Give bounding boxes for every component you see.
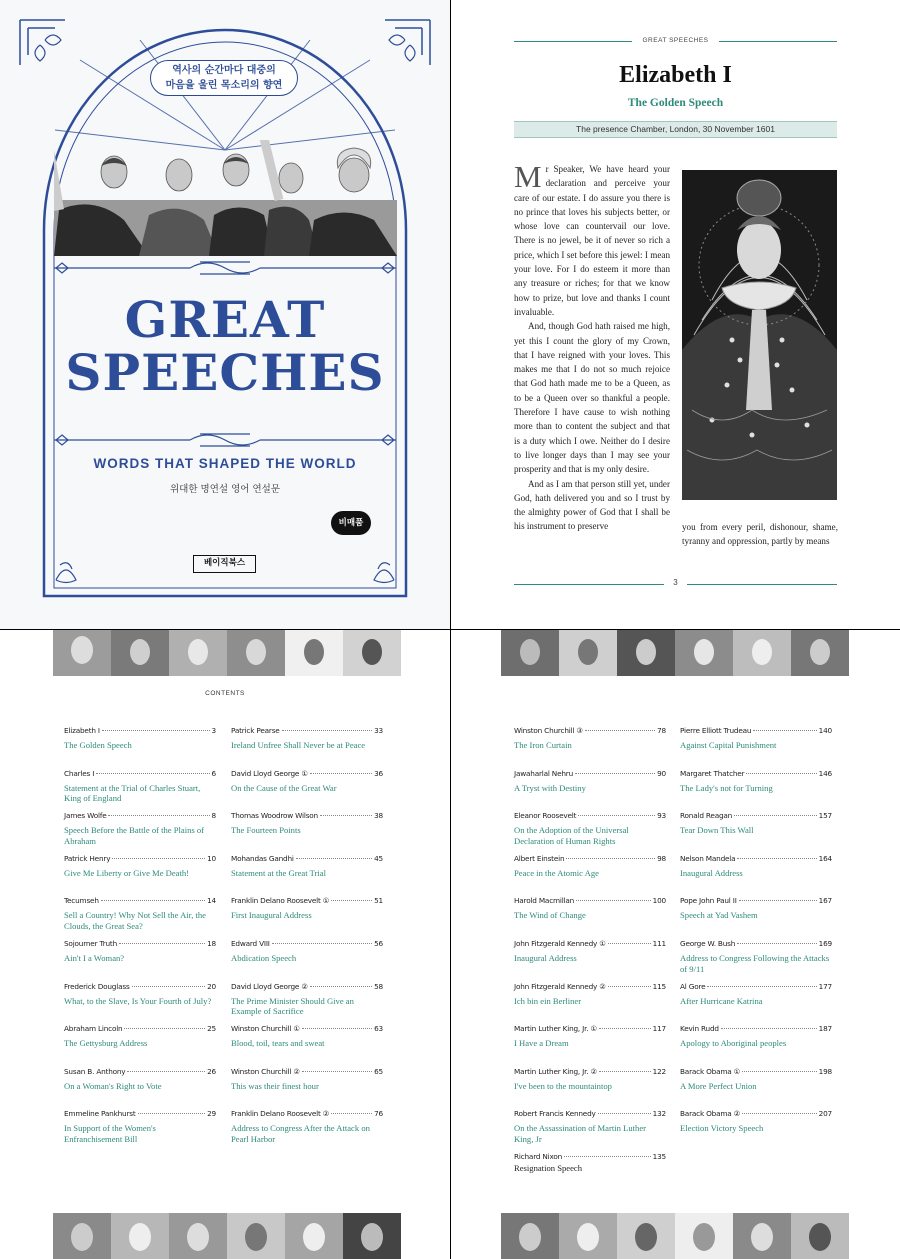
speech-page xyxy=(451,0,900,629)
toc-speech-title: A Tryst with Destiny xyxy=(514,782,586,793)
running-head-text: GREAT SPEECHES xyxy=(642,37,709,44)
toc-page-number: 167 xyxy=(818,896,832,906)
toc-speaker-name: Tecumseh xyxy=(64,896,99,906)
toc-entry[interactable] xyxy=(514,769,666,794)
toc-leader-dots xyxy=(608,943,651,944)
toc-entry[interactable] xyxy=(231,811,383,836)
toc-page-number: 8 xyxy=(211,811,216,821)
toc-speaker-name: Frederick Douglass xyxy=(64,981,130,991)
toc-entry-line xyxy=(64,811,216,820)
toc-entry-line xyxy=(64,982,216,991)
toc-page-number: 135 xyxy=(652,1152,666,1161)
toc-entry[interactable] xyxy=(231,854,383,879)
foot-rule-right xyxy=(687,584,837,585)
toc-speaker-name: Edward VIII xyxy=(231,939,270,948)
toc-entry[interactable] xyxy=(64,1067,216,1092)
toc-leader-dots xyxy=(707,986,816,987)
toc-leader-dots xyxy=(734,815,817,816)
contents-heading: CONTENTS xyxy=(205,690,245,697)
toc-entry[interactable] xyxy=(514,939,666,964)
toc-entry-line xyxy=(680,769,832,778)
toc-page-number: 14 xyxy=(207,896,216,906)
elizabeth-portrait-image xyxy=(682,170,837,500)
toc-leader-dots xyxy=(742,1071,817,1072)
toc-entry-line xyxy=(680,939,832,948)
toc-speech-title: Inaugural Address xyxy=(514,953,577,963)
toc-speaker-name: George W. Bush xyxy=(680,939,736,948)
toc-page-number: 38 xyxy=(374,811,383,821)
toc-leader-dots xyxy=(608,986,651,987)
toc-speech-title: The Iron Curtain xyxy=(514,740,572,750)
toc-speaker-name: John Fitzgerald Kennedy ② xyxy=(514,981,606,991)
toc-entry[interactable] xyxy=(64,1109,216,1144)
toc-speaker-name: Pope John Paul II xyxy=(680,896,737,906)
toc-page-number: 198 xyxy=(818,1066,832,1076)
toc-entry-line xyxy=(231,726,383,735)
toc-speech-title: First Inaugural Address xyxy=(231,910,312,921)
toc-entry[interactable] xyxy=(514,1024,666,1049)
toc-leader-dots xyxy=(721,1028,817,1029)
toc-speaker-name: Richard Nixon xyxy=(514,1152,563,1161)
portrait-strip-top-2 xyxy=(501,630,849,676)
toc-speech-title: Election Victory Speech xyxy=(680,1123,764,1134)
book-cover xyxy=(0,0,450,629)
badge-line-2: 마음을 울린 목소리의 향연 xyxy=(165,80,283,91)
toc-entry-line xyxy=(231,982,383,991)
toc-entry[interactable] xyxy=(680,811,832,836)
speech-paragraph-2: And, though God hath raised me high, yet this I count the glory of my Crown, that I have reigned with your loves. This makes me that I do not so much rejoice that God hath made me to be a Queen, as to be a Queen over so thankful a people. Therefore I have cause to wish nothing more than to content the subject and that is a duty which I owe. Neither do I desire to live longer days than I may see your prosperity and that is my only desire. xyxy=(514,321,670,475)
toc-leader-dots xyxy=(746,773,816,774)
publisher-logo: 베이직북스 xyxy=(193,555,256,573)
toc-leader-dots xyxy=(576,900,651,901)
toc-page-number: 140 xyxy=(818,726,832,735)
cover-title-line-2: SPEECHES xyxy=(65,343,385,402)
toc-speech-title: Apology to Aboriginal peoples xyxy=(680,1038,787,1049)
toc-leader-dots xyxy=(112,858,205,859)
toc-entry-line xyxy=(514,1067,666,1076)
toc-leader-dots xyxy=(737,858,816,859)
toc-speaker-name: Elizabeth I xyxy=(64,726,100,735)
toc-leader-dots xyxy=(302,1028,372,1029)
toc-speech-title: I've been to the mountaintop xyxy=(514,1080,612,1091)
toc-leader-dots xyxy=(108,815,209,816)
toc-leader-dots xyxy=(599,1028,651,1029)
toc-speech-title: Blood, toil, tears and sweat xyxy=(231,1038,325,1049)
toc-entry-line xyxy=(680,1024,832,1033)
toc-speech-title: The Prime Minister Should Give an Example of Sacrifice xyxy=(231,995,354,1017)
toc-page-number: 117 xyxy=(652,1024,666,1034)
toc-speech-title: On the Adoption of the Universal Declaration of Human Rights xyxy=(514,825,629,846)
toc-speaker-name: Winston Churchill ③ xyxy=(514,726,583,735)
toc-page-number: 98 xyxy=(657,853,666,863)
toc-page-number: 78 xyxy=(657,726,666,735)
toc-entry[interactable] xyxy=(514,1067,666,1092)
toc-entry-line xyxy=(231,1109,383,1118)
toc-entry[interactable] xyxy=(680,1109,832,1134)
toc-page-number: 169 xyxy=(818,939,832,948)
toc-entry[interactable] xyxy=(64,1024,216,1049)
toc-speech-title: On the Cause of the Great War xyxy=(231,782,337,793)
toc-speech-title: Address to Congress Following the Attacks of 9/11 xyxy=(680,953,830,974)
speech-body-column-2: you from every peril, dishonour, shame, tyranny and oppression, partly by means xyxy=(682,522,838,547)
toc-leader-dots xyxy=(742,1113,817,1114)
toc-page-number: 187 xyxy=(818,1024,832,1034)
speech-speaker-title: Elizabeth I xyxy=(619,62,732,88)
speech-paragraph-1: r Speaker, We have heard your declaration and perceive your care of our estate. I do assure you there is no prince that loves his subjects better, or whose love can countervail our love. There is no jewel, be it of never so rich a price, which I set before this jewel: I mean your love. For I do esteem it more than any treasure or riches; for that we know how to prize, but love and thanks I count invaluable. xyxy=(514,164,670,317)
toc-page-number: 45 xyxy=(374,853,383,863)
toc-speaker-name: Sojourner Truth xyxy=(64,939,118,948)
toc-entry-line xyxy=(231,811,383,820)
toc-entry[interactable] xyxy=(680,896,832,921)
toc-speech-title: Statement at the Great Trial xyxy=(231,867,326,878)
head-rule-right xyxy=(719,41,837,42)
toc-speech-title: Abdication Speech xyxy=(231,953,297,963)
toc-entry-line xyxy=(514,811,666,820)
toc-page-number: 90 xyxy=(657,768,666,778)
toc-entry-line xyxy=(514,726,666,735)
not-for-sale-badge: 비매품 xyxy=(331,511,371,535)
toc-page-number: 157 xyxy=(818,811,832,821)
toc-entry[interactable] xyxy=(514,982,666,1007)
speech-body-column-1 xyxy=(514,162,670,552)
toc-entry[interactable] xyxy=(231,769,383,794)
toc-speaker-name: Abraham Lincoln xyxy=(64,1024,123,1034)
toc-speech-title: In Support of the Women's Enfranchisement Bill xyxy=(64,1123,156,1144)
toc-speech-title: After Hurricane Katrina xyxy=(680,995,763,1006)
toc-entry-line xyxy=(64,726,216,735)
toc-speaker-name: Robert Francis Kennedy xyxy=(514,1109,596,1119)
toc-leader-dots xyxy=(564,1156,651,1157)
toc-page-number: 51 xyxy=(374,896,383,906)
toc-page-number: 20 xyxy=(207,981,216,991)
toc-leader-dots xyxy=(102,730,210,731)
toc-leader-dots xyxy=(132,986,206,987)
toc-entry[interactable] xyxy=(231,896,383,921)
toc-page-number: 26 xyxy=(207,1066,216,1076)
toc-entry[interactable] xyxy=(514,854,666,879)
toc-speaker-name: Winston Churchill ① xyxy=(231,1024,300,1034)
toc-speech-title: Ain't I a Woman? xyxy=(64,953,125,963)
toc-speech-title: Tear Down This Wall xyxy=(680,825,754,836)
toc-entry[interactable] xyxy=(680,939,832,974)
toc-entry-line xyxy=(514,1109,666,1118)
toc-page-number: 93 xyxy=(657,811,666,821)
toc-speaker-name: Nelson Mandela xyxy=(680,853,736,863)
cover-subtitle: WORDS THAT SHAPED THE WORLD xyxy=(93,456,357,471)
toc-entry-line xyxy=(514,982,666,991)
toc-speech-title: This was their finest hour xyxy=(231,1080,319,1091)
toc-entry-line xyxy=(680,1109,832,1118)
toc-speaker-name: Emmeline Pankhurst xyxy=(64,1109,136,1119)
toc-speech-title: I Have a Dream xyxy=(514,1038,569,1049)
toc-entry-line xyxy=(514,896,666,905)
toc-speech-title: Give Me Liberty or Give Me Death! xyxy=(64,867,190,878)
toc-speaker-name: Charles I xyxy=(64,768,95,778)
toc-entry[interactable] xyxy=(64,854,216,879)
toc-page-number: 56 xyxy=(374,939,383,948)
toc-speaker-name: Al Gore xyxy=(680,981,706,991)
toc-entry[interactable] xyxy=(680,982,832,1007)
toc-leader-dots xyxy=(320,815,372,816)
toc-leader-dots xyxy=(578,815,655,816)
toc-entry[interactable] xyxy=(231,1024,383,1049)
drop-cap: M xyxy=(514,162,542,194)
toc-leader-dots xyxy=(310,986,372,987)
toc-entry-line xyxy=(514,769,666,778)
toc-entry-line xyxy=(231,854,383,863)
contents-page-left xyxy=(0,630,450,1259)
toc-leader-dots xyxy=(96,773,209,774)
toc-leader-dots xyxy=(737,943,816,944)
toc-speaker-name: Patrick Henry xyxy=(64,853,111,863)
toc-speech-title: Resignation Speech xyxy=(514,1163,583,1173)
toc-entry-line xyxy=(64,1024,216,1033)
toc-speech-title: Ich bin ein Berliner xyxy=(514,995,582,1006)
toc-page-number: 36 xyxy=(374,768,383,778)
toc-entry-line xyxy=(64,896,216,905)
toc-entry-line xyxy=(680,726,832,735)
toc-entry-line xyxy=(680,1067,832,1076)
toc-page-number: 58 xyxy=(374,981,383,991)
toc-page-number: 65 xyxy=(374,1066,383,1076)
toc-entry-line xyxy=(680,854,832,863)
toc-entry[interactable] xyxy=(514,811,666,846)
toc-leader-dots xyxy=(585,730,655,731)
toc-entry[interactable] xyxy=(514,1109,666,1144)
toc-entry-line xyxy=(64,769,216,778)
toc-entry-line xyxy=(64,939,216,948)
toc-speaker-name: Franklin Delano Roosevelt ② xyxy=(231,1109,330,1119)
toc-entry[interactable] xyxy=(231,1109,383,1144)
toc-leader-dots xyxy=(138,1113,206,1114)
toc-speaker-name: David Lloyd George ① xyxy=(231,768,308,778)
toc-entry-line xyxy=(680,982,832,991)
toc-entry-line xyxy=(64,1109,216,1118)
toc-entry[interactable] xyxy=(514,726,666,751)
page-footer xyxy=(514,578,837,590)
toc-leader-dots xyxy=(575,773,655,774)
toc-page-number: 122 xyxy=(652,1066,666,1076)
toc-entry-line xyxy=(231,939,383,948)
cover-title-line-1: GREAT xyxy=(124,290,326,349)
toc-speech-title: On a Woman's Right to Vote xyxy=(64,1080,162,1091)
toc-entry[interactable] xyxy=(514,896,666,921)
toc-entry[interactable] xyxy=(64,811,216,846)
toc-entry-line xyxy=(64,1067,216,1076)
toc-entry[interactable] xyxy=(680,854,832,879)
toc-entry[interactable] xyxy=(231,1067,383,1092)
toc-entry-line xyxy=(680,896,832,905)
toc-speech-title: Speech at Yad Vashem xyxy=(680,910,758,921)
cover-korean-subtitle: 위대한 명연설 영어 연설문 xyxy=(169,484,280,495)
toc-leader-dots xyxy=(124,1028,205,1029)
toc-page-number: 6 xyxy=(211,768,216,778)
toc-page-number: 146 xyxy=(818,768,832,778)
toc-speaker-name: Franklin Delano Roosevelt ① xyxy=(231,896,330,906)
toc-speaker-name: Martin Luther King, Jr. ① xyxy=(514,1024,597,1034)
page-number: 3 xyxy=(673,578,678,587)
toc-page-number: 177 xyxy=(818,981,832,991)
toc-speech-title: Against Capital Punishment xyxy=(680,740,777,750)
quadrant-divider-horizontal xyxy=(0,629,900,630)
toc-entry[interactable] xyxy=(680,1024,832,1049)
toc-speaker-name: Jawaharlal Nehru xyxy=(514,768,574,778)
toc-speech-title: Peace in the Atomic Age xyxy=(514,867,599,878)
toc-speaker-name: John Fitzgerald Kennedy ① xyxy=(514,939,606,948)
toc-speaker-name: Margaret Thatcher xyxy=(680,768,745,778)
cover-speakers-photo xyxy=(54,140,397,256)
toc-leader-dots xyxy=(302,1071,372,1072)
toc-speaker-name: Kevin Rudd xyxy=(680,1024,719,1034)
toc-speech-title: Statement at the Trial of Charles Stuart, King of England xyxy=(64,782,201,804)
toc-page-number: 207 xyxy=(818,1109,832,1119)
toc-entry[interactable] xyxy=(64,726,216,751)
toc-entry[interactable] xyxy=(680,769,832,794)
toc-leader-dots xyxy=(296,858,372,859)
toc-speaker-name: Harold Macmillan xyxy=(514,896,575,906)
toc-speech-title: The Gettysburg Address xyxy=(64,1038,148,1049)
toc-page-number: 164 xyxy=(818,853,832,863)
toc-entry-line xyxy=(514,939,666,948)
toc-speaker-name: James Wolfe xyxy=(64,811,107,821)
toc-speech-title: What, to the Slave, Is Your Fourth of July? xyxy=(64,995,212,1006)
toc-page-number: 63 xyxy=(374,1024,383,1034)
toc-leader-dots xyxy=(282,730,373,731)
toc-entry[interactable] xyxy=(514,1152,666,1174)
toc-speaker-name: Ronald Reagan xyxy=(680,811,733,821)
toc-speech-title: Speech Before the Battle of the Plains of Abraham xyxy=(64,825,205,846)
toc-page-number: 33 xyxy=(374,726,383,735)
toc-leader-dots xyxy=(331,900,372,901)
toc-entry[interactable] xyxy=(231,982,383,1017)
toc-page-number: 18 xyxy=(207,939,216,948)
toc-speaker-name: Mohandas Gandhi xyxy=(231,853,294,863)
toc-leader-dots xyxy=(272,943,372,944)
toc-leader-dots xyxy=(127,1071,205,1072)
toc-entry[interactable] xyxy=(231,939,383,964)
toc-speaker-name: Albert Einstein xyxy=(514,853,565,863)
portrait-strip-bottom xyxy=(53,1213,401,1259)
toc-page-number: 111 xyxy=(652,939,666,948)
toc-leader-dots xyxy=(739,900,817,901)
toc-leader-dots xyxy=(566,858,655,859)
toc-page-number: 3 xyxy=(211,726,216,735)
toc-entry-line xyxy=(514,854,666,863)
toc-speech-title: Inaugural Address xyxy=(680,867,743,878)
toc-speech-title: The Lady's not for Turning xyxy=(680,782,773,793)
toc-page-number: 29 xyxy=(207,1109,216,1119)
speech-location: The presence Chamber, London, 30 November 1601 xyxy=(514,121,837,138)
toc-page-number: 132 xyxy=(652,1109,666,1119)
toc-entry-line xyxy=(514,1152,666,1161)
toc-speaker-name: Patrick Pearse xyxy=(231,726,280,735)
toc-page-number: 25 xyxy=(207,1024,216,1034)
toc-entry-line xyxy=(231,1067,383,1076)
toc-entry[interactable] xyxy=(64,982,216,1007)
toc-leader-dots xyxy=(119,943,205,944)
toc-entry-line xyxy=(680,811,832,820)
portrait-strip-bottom-2 xyxy=(501,1213,849,1259)
toc-entry[interactable] xyxy=(64,939,216,964)
toc-speech-title: On the Assassination of Martin Luther King, Jr xyxy=(514,1123,646,1144)
toc-entry[interactable] xyxy=(231,726,383,751)
toc-entry-line xyxy=(64,854,216,863)
running-head xyxy=(514,36,837,48)
toc-speaker-name: Thomas Woodrow Wilson xyxy=(231,811,318,821)
toc-page-number: 76 xyxy=(374,1109,383,1119)
toc-speech-title: A More Perfect Union xyxy=(680,1080,757,1091)
toc-speech-title: The Fourteen Points xyxy=(231,825,301,836)
toc-entry[interactable] xyxy=(680,726,832,751)
badge-line-1: 역사의 순간마다 대중의 xyxy=(172,65,276,76)
toc-leader-dots xyxy=(599,1071,651,1072)
speech-subtitle: The Golden Speech xyxy=(627,97,724,109)
toc-leader-dots xyxy=(598,1113,651,1114)
toc-page-number: 10 xyxy=(207,853,216,863)
toc-leader-dots xyxy=(101,900,205,901)
toc-entry-line xyxy=(231,1024,383,1033)
toc-entry[interactable] xyxy=(680,1067,832,1092)
toc-page-number: 100 xyxy=(652,896,666,906)
toc-entry[interactable] xyxy=(64,769,216,804)
toc-speaker-name: Barack Obama ② xyxy=(680,1109,740,1119)
toc-leader-dots xyxy=(331,1113,372,1114)
contents-page-right xyxy=(451,630,900,1259)
toc-speaker-name: Winston Churchill ② xyxy=(231,1066,300,1076)
toc-page-number: 115 xyxy=(652,981,666,991)
portrait-strip-top xyxy=(53,630,401,676)
speech-paragraph-3: And as I am that person still yet, under God, hath delivered you and so I trust by the almighty power of God that I shall be his instrument to preserve xyxy=(514,478,670,532)
toc-speaker-name: Pierre Elliott Trudeau xyxy=(680,726,752,735)
toc-entry-line xyxy=(231,769,383,778)
toc-speech-title: The Wind of Change xyxy=(514,910,586,921)
toc-speech-title: Address to Congress After the Attack on Pearl Harbor xyxy=(231,1123,370,1144)
toc-speaker-name: David Lloyd George ② xyxy=(231,981,308,991)
toc-entry-line xyxy=(231,896,383,905)
cover-tagline-badge xyxy=(150,60,298,96)
toc-entry-line xyxy=(514,1024,666,1033)
toc-speech-title: The Golden Speech xyxy=(64,740,132,750)
toc-speaker-name: Eleanor Roosevelt xyxy=(514,811,577,821)
toc-entry[interactable] xyxy=(64,896,216,931)
toc-speaker-name: Martin Luther King, Jr. ② xyxy=(514,1066,597,1076)
toc-leader-dots xyxy=(753,730,816,731)
toc-leader-dots xyxy=(310,773,372,774)
toc-speaker-name: Susan B. Anthony xyxy=(64,1066,126,1076)
toc-speaker-name: Barack Obama ① xyxy=(680,1066,740,1076)
toc-speech-title: Sell a Country! Why Not Sell the Air, the Clouds, the Great Sea? xyxy=(64,910,206,931)
toc-speech-title: Ireland Unfree Shall Never be at Peace xyxy=(231,740,366,750)
